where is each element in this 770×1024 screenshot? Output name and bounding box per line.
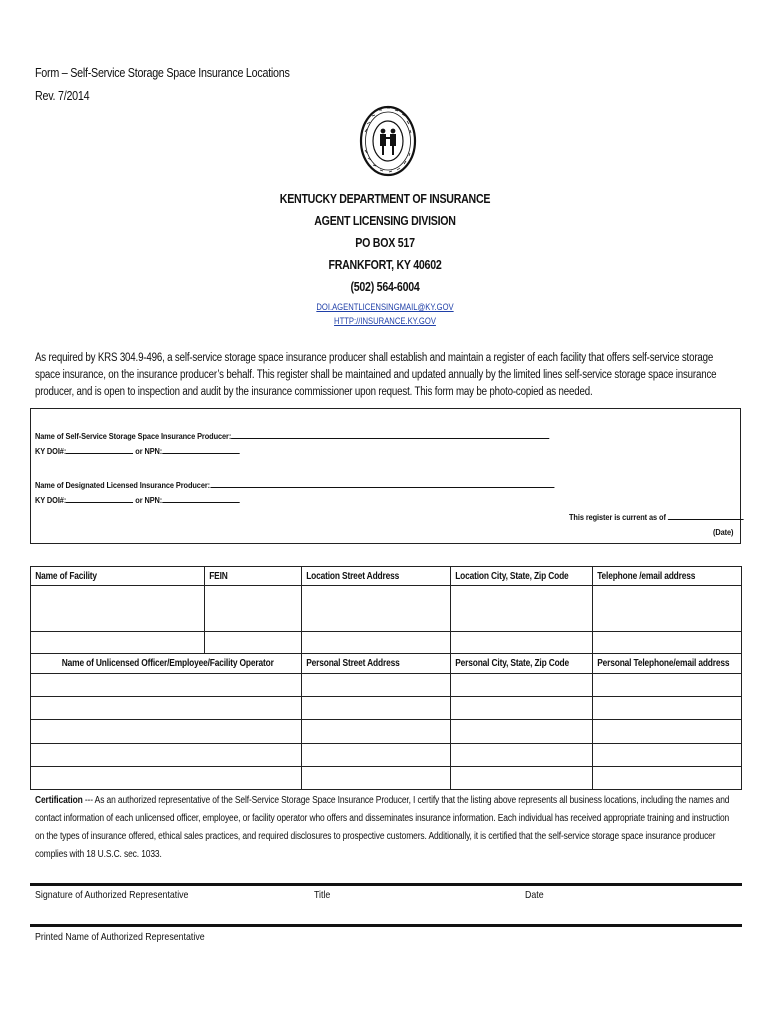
- location-street-cell[interactable]: [302, 632, 451, 654]
- personal-telephone-cell[interactable]: [593, 744, 742, 767]
- personal-telephone-cell[interactable]: [593, 674, 742, 697]
- facility-header-row: [31, 567, 742, 586]
- personal-city-cell[interactable]: [451, 720, 593, 744]
- certification-label: Certification: [35, 795, 83, 806]
- location-street-header: Location Street Address: [302, 567, 451, 586]
- certification-paragraph: [35, 792, 736, 864]
- facility-row: [31, 586, 742, 632]
- producer-name-field[interactable]: [231, 429, 549, 439]
- agency-phone: (502) 564-6004: [350, 280, 420, 294]
- telephone-email-cell[interactable]: [593, 632, 742, 654]
- officer-name-cell[interactable]: [31, 697, 302, 720]
- printed-name-line[interactable]: [30, 924, 742, 927]
- personal-street-cell[interactable]: [302, 767, 451, 790]
- agency-address-block: [0, 188, 770, 298]
- register-table: [30, 566, 742, 790]
- personal-city-cell[interactable]: [451, 674, 593, 697]
- location-city-header: Location City, State, Zip Code: [451, 567, 593, 586]
- officer-name-header: Name of Unlicensed Officer/Employee/Facility Operator: [31, 654, 302, 674]
- telephone-email-cell[interactable]: [593, 586, 742, 632]
- intro-paragraph: As required by KRS 304.9-496, a self-service storage space insurance producer shall establish and maintain a register of each facility that offers self-service storage space insurance, on the insurance producer’s behalf. This register shall be maintained and updated annually by the limited lines self-service storage space insurance producer, and is open to inspection and audit by the insurance commissioner upon request. This form may be photo-copied as needed.: [35, 352, 717, 398]
- producer-npn-label: or NPN:: [135, 446, 163, 456]
- designated-ky-doi-field[interactable]: [66, 493, 133, 503]
- agency-email-link[interactable]: DOI.AGENTLICENSINGMAIL@KY.GOV: [316, 302, 454, 312]
- kentucky-seal-icon: [359, 104, 417, 178]
- certification-text: --- As an authorized representative of the Self-Service Storage Space Insurance Producer, I certify that the listing above represents all business locations, including the names and contact information of each unlicensed officer, employee, or facility operator who offers and disseminates insurance information. Each individual has received appropriate training and instruction on the types of insurance offered, ethical sales practices, and required disclosures to prospective customers. Additionally, it is certified that the self-service storage space insurance producer complies with 18 U.S.C. sec. 1033.: [35, 795, 730, 860]
- agency-website-link[interactable]: HTTP://INSURANCE.KY.GOV: [334, 316, 436, 326]
- location-street-cell[interactable]: [302, 586, 451, 632]
- agency-division: AGENT LICENSING DIVISION: [314, 214, 456, 228]
- printed-name-label: Printed Name of Authorized Representative: [35, 931, 205, 943]
- register-date-field[interactable]: [668, 510, 744, 520]
- producer-npn-field[interactable]: [162, 444, 239, 454]
- officer-name-cell[interactable]: [31, 744, 302, 767]
- register-current-label: This register is current as of: [569, 512, 666, 522]
- signature-line[interactable]: [30, 883, 742, 886]
- designated-name-row: [35, 478, 554, 490]
- telephone-email-header: Telephone /email address: [593, 567, 742, 586]
- personnel-row: [31, 674, 742, 697]
- personal-city-cell[interactable]: [451, 697, 593, 720]
- personal-telephone-header: Personal Telephone/email address: [593, 654, 742, 674]
- personal-telephone-cell[interactable]: [593, 720, 742, 744]
- form-revision: Rev. 7/2014: [35, 89, 90, 103]
- designated-name-label: Name of Designated Licensed Insurance Producer:: [35, 480, 211, 490]
- title-label: Title: [314, 889, 331, 901]
- facility-name-header: Name of Facility: [31, 567, 205, 586]
- personnel-row: [31, 744, 742, 767]
- personnel-row: [31, 697, 742, 720]
- officer-name-cell[interactable]: [31, 720, 302, 744]
- facility-name-cell[interactable]: [31, 632, 205, 654]
- agency-po-box: PO BOX 517: [355, 236, 415, 250]
- personal-telephone-cell[interactable]: [593, 697, 742, 720]
- personal-city-header: Personal City, State, Zip Code: [451, 654, 593, 674]
- designated-ky-doi-label: KY DOI#:: [35, 495, 67, 505]
- signature-label: Signature of Authorized Representative: [35, 889, 189, 901]
- personnel-row: [31, 767, 742, 790]
- designated-npn-label: or NPN:: [135, 495, 163, 505]
- fein-cell[interactable]: [205, 632, 302, 654]
- personal-street-header: Personal Street Address: [302, 654, 451, 674]
- location-city-cell[interactable]: [451, 586, 593, 632]
- personal-city-cell[interactable]: [451, 744, 593, 767]
- officer-name-cell[interactable]: [31, 674, 302, 697]
- personal-street-cell[interactable]: [302, 674, 451, 697]
- location-city-cell[interactable]: [451, 632, 593, 654]
- officer-name-cell[interactable]: [31, 767, 302, 790]
- facility-row: [31, 632, 742, 654]
- date-label: Date: [525, 889, 544, 901]
- designated-name-field[interactable]: [210, 478, 554, 488]
- personal-street-cell[interactable]: [302, 720, 451, 744]
- agency-links: [0, 300, 770, 328]
- personal-street-cell[interactable]: [302, 697, 451, 720]
- personal-telephone-cell[interactable]: [593, 767, 742, 790]
- agency-city: FRANKFORT, KY 40602: [328, 258, 442, 272]
- register-current-row: [569, 510, 743, 522]
- register-date-caption: (Date): [713, 527, 734, 537]
- designated-id-row: [35, 493, 240, 505]
- producer-ky-doi-field[interactable]: [66, 444, 133, 454]
- personnel-header-row: [31, 654, 742, 674]
- agency-name: KENTUCKY DEPARTMENT OF INSURANCE: [279, 192, 491, 206]
- producer-id-row: [35, 444, 240, 456]
- designated-npn-field[interactable]: [162, 493, 239, 503]
- fein-cell[interactable]: [205, 586, 302, 632]
- producer-ky-doi-label: KY DOI#:: [35, 446, 67, 456]
- personal-city-cell[interactable]: [451, 767, 593, 790]
- producer-name-row: [35, 429, 549, 441]
- producer-name-label: Name of Self-Service Storage Space Insurance Producer:: [35, 431, 232, 441]
- form-title: Form – Self-Service Storage Space Insurance Locations: [35, 66, 290, 80]
- facility-name-cell[interactable]: [31, 586, 205, 632]
- fein-header: FEIN: [205, 567, 302, 586]
- personnel-row: [31, 720, 742, 744]
- personal-street-cell[interactable]: [302, 744, 451, 767]
